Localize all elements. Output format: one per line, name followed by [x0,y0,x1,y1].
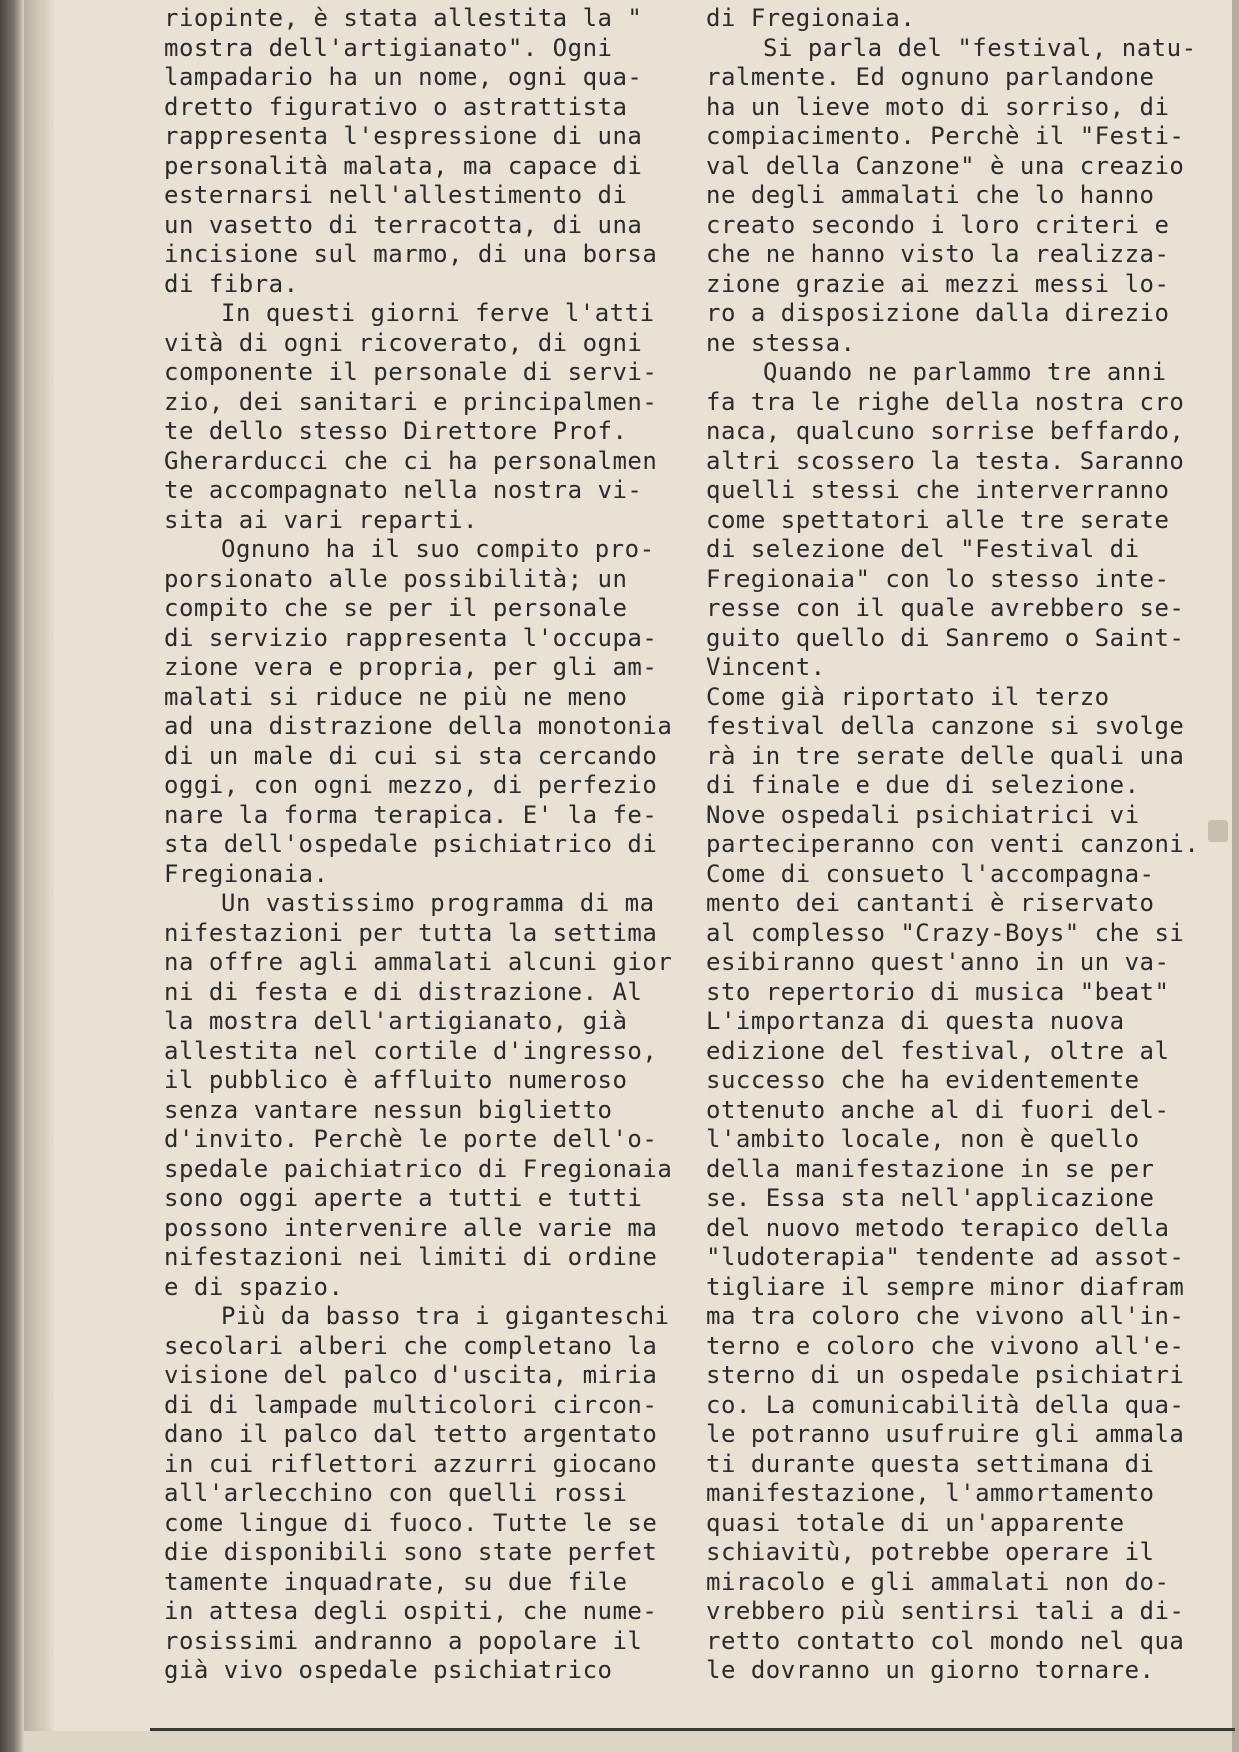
right-column-line: Come già riportato il terzo [706,682,1110,711]
left-column-line: senza vantare nessun biglietto [164,1095,613,1124]
right-column-line: ne degli ammalati che lo hanno [706,181,1155,209]
page-right-edge [1232,0,1239,1752]
right-column-line: val della Canzone" è una creazio [706,151,1185,180]
left-column-line: riopinte, è stata allestita la " [164,4,643,32]
left-column-line: sta dell'ospedale psichiatrico di [164,830,658,858]
left-column-line: allestita nel cortile d'ingresso, [164,1036,658,1065]
left-column-line: già vivo ospedale psichiatrico [164,1656,613,1684]
left-column-line: In questi giorni ferve l'atti [221,299,655,327]
binding-shadow [24,0,54,1752]
left-column-line: na offre agli ammalati alcuni gior [164,948,673,976]
left-column-line: di di lampade multicolori circon- [164,1390,658,1419]
left-column-line: tamente inquadrate, su due file [164,1567,628,1596]
left-column-line: di servizio rappresenta l'occupa- [164,623,658,652]
left-column-line: incisione sul marmo, di una borsa [164,240,658,268]
right-column-line: mento dei cantanti è riservato [706,889,1155,917]
right-column-line: Come di consueto l'accompagna- [706,859,1155,888]
right-column-line: della manifestazione in se per [706,1154,1155,1183]
left-column-line: rappresenta l'espressione di una [164,122,643,150]
right-column-line: ha un lieve moto di sorriso, di [706,92,1170,121]
left-column-line: rosissimi andranno a popolare il [164,1626,643,1655]
left-column-line: Gherarducci che ci ha personalmen [164,446,658,475]
left-column-line: dano il palco dal tetto argentato [164,1420,658,1448]
right-column-line: schiavitù, potrebbe operare il [706,1538,1155,1566]
right-column-line: ne stessa. [706,328,856,357]
right-column-line: tigliare il sempre minor diafram [706,1272,1185,1301]
left-column-line: sono oggi aperte a tutti e tutti [164,1184,643,1212]
right-column-line: esibiranno quest'anno in un va- [706,948,1170,976]
right-column-line: terno e coloro che vivono all'e- [706,1331,1185,1360]
right-column-line: zione grazie ai mezzi messi lo- [706,269,1170,298]
right-column-line: di Fregionaia. [706,4,916,32]
right-column-line: co. La comunicabilità della qua- [706,1390,1185,1419]
left-column-line: in attesa degli ospiti, che nume- [164,1597,658,1625]
right-column-line: quelli stessi che interverranno [706,476,1170,504]
right-column-line: Si parla del "festival, natu- [763,33,1197,62]
right-column-line: le potranno usufruire gli ammala [706,1420,1185,1448]
right-column-line: al complesso "Crazy-Boys" che si [706,918,1185,947]
right-column-line: ti durante questa settimana di [706,1449,1155,1478]
left-column-line: vità di ogni ricoverato, di ogni [164,328,643,357]
right-column-line: ralmente. Ed ognuno parlandone [706,63,1155,91]
right-column-line: l'ambito locale, non è quello [706,1125,1140,1153]
left-column-line: die disponibili sono state perfet [164,1538,658,1566]
right-column-line: compiacimento. Perchè il "Festi- [706,122,1185,150]
right-column-line: ma tra coloro che vivono all'in- [706,1302,1185,1330]
right-column-line: quasi totale di un'apparente [706,1508,1125,1537]
left-column-line: nifestazioni per tutta la settima [164,918,658,947]
right-column-line: retto contatto col mondo nel qua [706,1626,1185,1655]
right-column-line: come spettatori alle tre serate [706,505,1170,534]
right-column-line: vrebbero più sentirsi tali a di- [706,1597,1185,1625]
right-column-line: se. Essa sta nell'applicazione [706,1184,1155,1212]
left-column-line: di fibra. [164,269,299,298]
left-column-line: d'invito. Perchè le porte dell'o- [164,1125,658,1153]
right-column-line: Nove ospedali psichiatrici vi [706,800,1140,829]
right-column-line: sto repertorio di musica "beat" [706,977,1170,1006]
right-column-line: edizione del festival, oltre al [706,1036,1170,1065]
left-column-line: visione del palco d'uscita, miria [164,1361,658,1389]
right-column-line: di selezione del "Festival di [706,535,1140,563]
left-column-line: lampadario ha un nome, ogni qua- [164,63,643,91]
left-column-line: ni di festa e di distrazione. Al [164,977,643,1006]
right-column-line: naca, qualcuno sorrise beffardo, [706,417,1185,445]
left-column-line: componente il personale di servi- [164,358,658,386]
left-column-line: Più da basso tra i giganteschi [221,1302,670,1330]
left-column-line: di un male di cui si sta cercando [164,741,658,770]
left-column-line: e di spazio. [164,1272,344,1301]
right-column-line: L'importanza di questa nuova [706,1007,1125,1035]
left-text-column [164,4,672,1686]
left-column-line: Ognuno ha il suo compito pro- [221,535,655,563]
left-column-line: zione vera e propria, per gli am- [164,653,658,681]
right-column-line: di finale e due di selezione. [706,771,1140,799]
left-column-line: in cui riflettori azzurri giocano [164,1449,658,1478]
left-column-line: zio, dei sanitari e principalmen- [164,387,658,416]
left-column-line: porsionato alle possibilità; un [164,564,628,593]
right-column-line: manifestazione, l'ammortamento [706,1479,1155,1507]
right-column-line: le dovranno un giorno tornare. [706,1656,1155,1684]
right-column-line: ro a disposizione dalla direzio [706,299,1170,327]
right-text-column [706,4,1199,1686]
right-column-line: del nuovo metodo terapico della [706,1213,1170,1242]
page-binding-edge [0,0,24,1752]
left-column-line: nifestazioni nei limiti di ordine [164,1243,658,1271]
left-column-line: te dello stesso Direttore Prof. [164,417,628,445]
left-column-line: oggi, con ogni mezzo, di perfezio [164,771,658,799]
right-column-line: Quando ne parlammo tre anni [763,358,1167,386]
right-column-line: Vincent. [706,653,826,681]
left-column-line: la mostra dell'artigianato, già [164,1007,628,1035]
left-column-line: nare la forma terapica. E' la fe- [164,800,658,829]
right-column-line: miracolo e gli ammalati non do- [706,1567,1170,1596]
right-column-line: fa tra le righe della nostra cro [706,387,1185,416]
left-column-line: spedale paichiatrico di Fregionaia [164,1154,673,1183]
right-column-line: creato secondo i loro criteri e [706,210,1170,239]
right-column-line: guito quello di Sanremo o Saint- [706,623,1185,652]
right-column-line: festival della canzone si svolge [706,712,1185,740]
right-column-line: "ludoterapia" tendente ad assot- [706,1243,1185,1271]
left-column-line: come lingue di fuoco. Tutte le se [164,1508,658,1537]
page-bottom-margin [24,1731,1232,1752]
right-column-line: Fregionaia" con lo stesso inte- [706,564,1170,593]
left-column-line: Un vastissimo programma di ma [221,889,655,917]
left-column-line: possono intervenire alle varie ma [164,1213,658,1242]
left-column-line: all'arlecchino con quelli rossi [164,1479,628,1507]
right-column-line: altri scossero la testa. Saranno [706,446,1185,475]
right-column-line: resse con il quale avrebbero se- [706,594,1185,622]
left-column-line: esternarsi nell'allestimento di [164,181,628,209]
right-column-line: parteciperanno con venti canzoni. [706,830,1200,858]
left-column-line: mostra dell'artigianato". Ogni [164,33,613,62]
left-column-line: il pubblico è affluito numeroso [164,1066,628,1094]
left-column-line: compito che se per il personale [164,594,628,622]
left-column-line: dretto figurativo o astrattista [164,92,628,121]
left-column-line: secolari alberi che completano la [164,1331,658,1360]
right-column-line: che ne hanno visto la realizza- [706,240,1170,268]
left-column-line: te accompagnato nella nostra vi- [164,476,643,504]
right-column-line: ottenuto anche al di fuori del- [706,1095,1170,1124]
margin-mark [1208,820,1228,842]
right-column-line: rà in tre serate delle quali una [706,741,1185,770]
right-column-line: sterno di un ospedale psichiatri [706,1361,1185,1389]
right-column-line: successo che ha evidentemente [706,1066,1140,1094]
left-column-line: Fregionaia. [164,859,329,888]
left-column-line: un vasetto di terracotta, di una [164,210,643,239]
left-column-line: ad una distrazione della monotonia [164,712,673,740]
left-column-line: sita ai vari reparti. [164,505,478,534]
left-column-line: malati si riduce ne più ne meno [164,682,628,711]
left-column-line: personalità malata, ma capace di [164,151,643,180]
